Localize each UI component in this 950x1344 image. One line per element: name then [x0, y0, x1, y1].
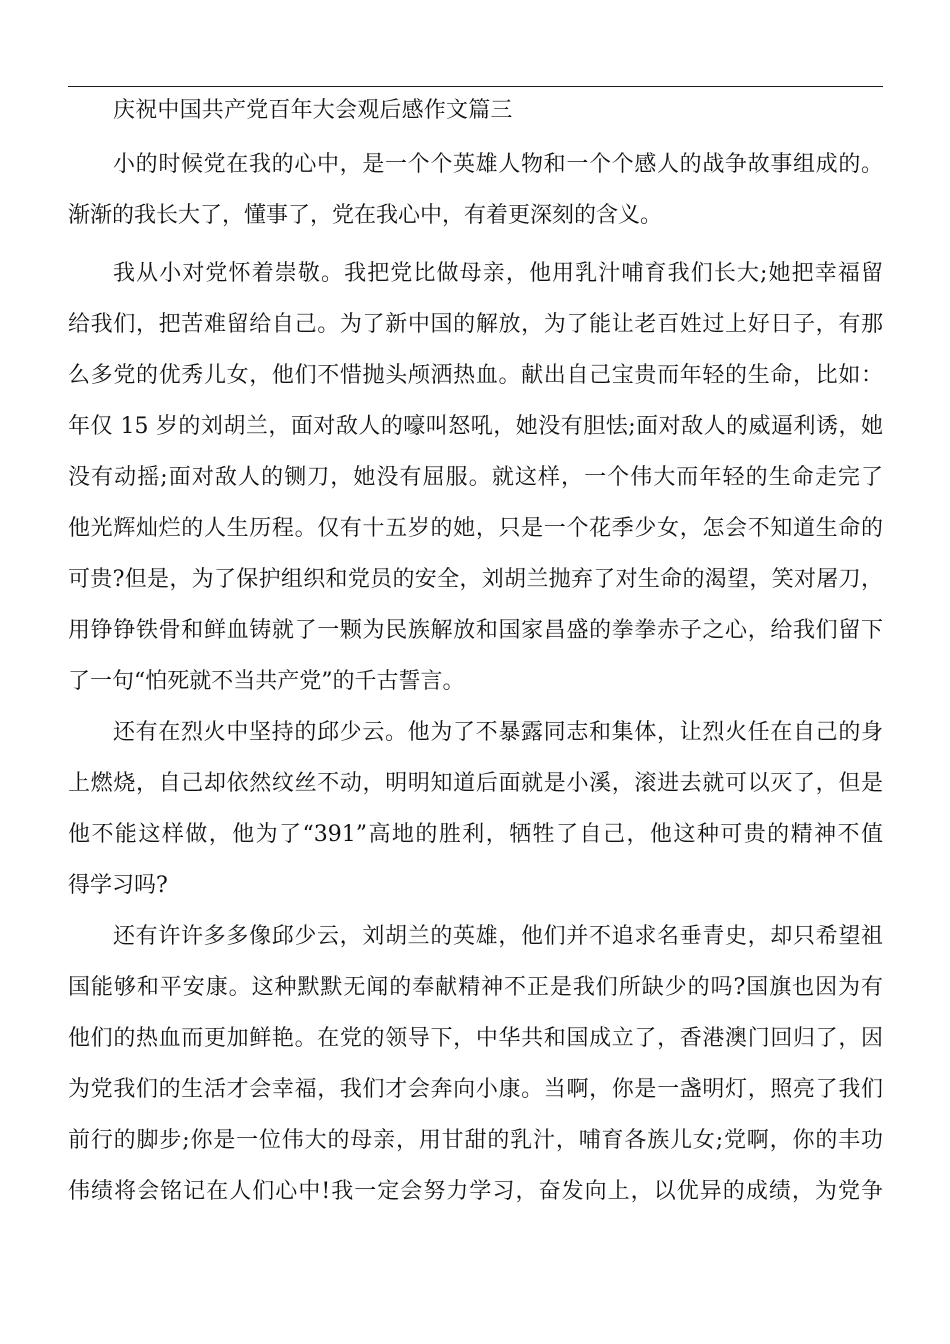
text-line: 上燃烧，自己却依然纹丝不动，明明知道后面就是小溪，滚进去就可以灭了，但是	[68, 771, 883, 796]
paragraph-3	[68, 714, 883, 918]
text-line: 国能够和平安康。这种默默无闻的奉献精神不正是我们所缺少的吗?国旗也因为有	[68, 975, 883, 1000]
text-line: 得学习吗?	[68, 873, 168, 898]
text-line: 渐渐的我长大了，懂事了，党在我心中，有着更深刻的含义。	[68, 203, 663, 228]
text-line: 还有许许多多像邱少云，刘胡兰的英雄，他们并不追求名垂青史，却只希望祖	[113, 924, 883, 949]
header-rule	[68, 86, 883, 87]
document-body	[68, 146, 883, 1224]
text-line: 还有在烈火中坚持的邱少云。他为了不暴露同志和集体，让烈火任在自己的身	[113, 720, 883, 745]
text-line: 他不能这样做，他为了“391”高地的胜利，牺牲了自己，他这种可贵的精神不值	[68, 822, 883, 847]
text-line: 给我们，把苦难留给自己。为了新中国的解放，为了能让老百姓过上好日子，有那	[68, 312, 883, 337]
text-line: 伟绩将会铭记在人们心中!我一定会努力学习，奋发向上，以优异的成绩，为党争	[68, 1179, 883, 1204]
paragraph-1	[68, 146, 883, 248]
text-line: 小的时候党在我的心中，是一个个英雄人物和一个个感人的战争故事组成的。	[113, 152, 883, 177]
text-line: 用铮铮铁骨和鲜血铸就了一颗为民族解放和国家昌盛的拳拳赤子之心，给我们留下	[68, 618, 883, 643]
document-title: 庆祝中国共产党百年大会观后感作文篇三	[113, 98, 513, 123]
text-line: 没有动摇;面对敌人的铡刀，她没有屈服。就这样，一个伟大而年轻的生命走完了	[68, 465, 883, 490]
text-line: 么多党的优秀儿女，他们不惜抛头颅洒热血。献出自己宝贵而年轻的生命，比如：	[68, 363, 883, 388]
text-line: 他们的热血而更加鲜艳。在党的领导下，中华共和国成立了，香港澳门回归了，因	[68, 1026, 883, 1051]
paragraph-4	[68, 918, 883, 1224]
text-line: 他光辉灿烂的人生历程。仅有十五岁的她，只是一个花季少女，怎会不知道生命的	[68, 516, 883, 541]
text-line: 了一句“怕死就不当共产党”的千古誓言。	[68, 669, 465, 694]
paragraph-2	[68, 255, 883, 714]
text-line: 前行的脚步;你是一位伟大的母亲，用甘甜的乳汁，哺育各族儿女;党啊，你的丰功	[68, 1128, 883, 1153]
text-line: 为党我们的生活才会幸福，我们才会奔向小康。当啊，你是一盏明灯，照亮了我们	[68, 1077, 883, 1102]
text-line: 可贵?但是，为了保护组织和党员的安全，刘胡兰抛弃了对生命的渴望，笑对屠刀，	[68, 567, 883, 592]
text-line: 我从小对党怀着崇敬。我把党比做母亲，他用乳汁哺育我们长大;她把幸福留	[113, 261, 883, 286]
text-line: 年仅 15 岁的刘胡兰，面对敌人的嚎叫怒吼，她没有胆怯;面对敌人的威逼利诱，她	[68, 414, 883, 439]
